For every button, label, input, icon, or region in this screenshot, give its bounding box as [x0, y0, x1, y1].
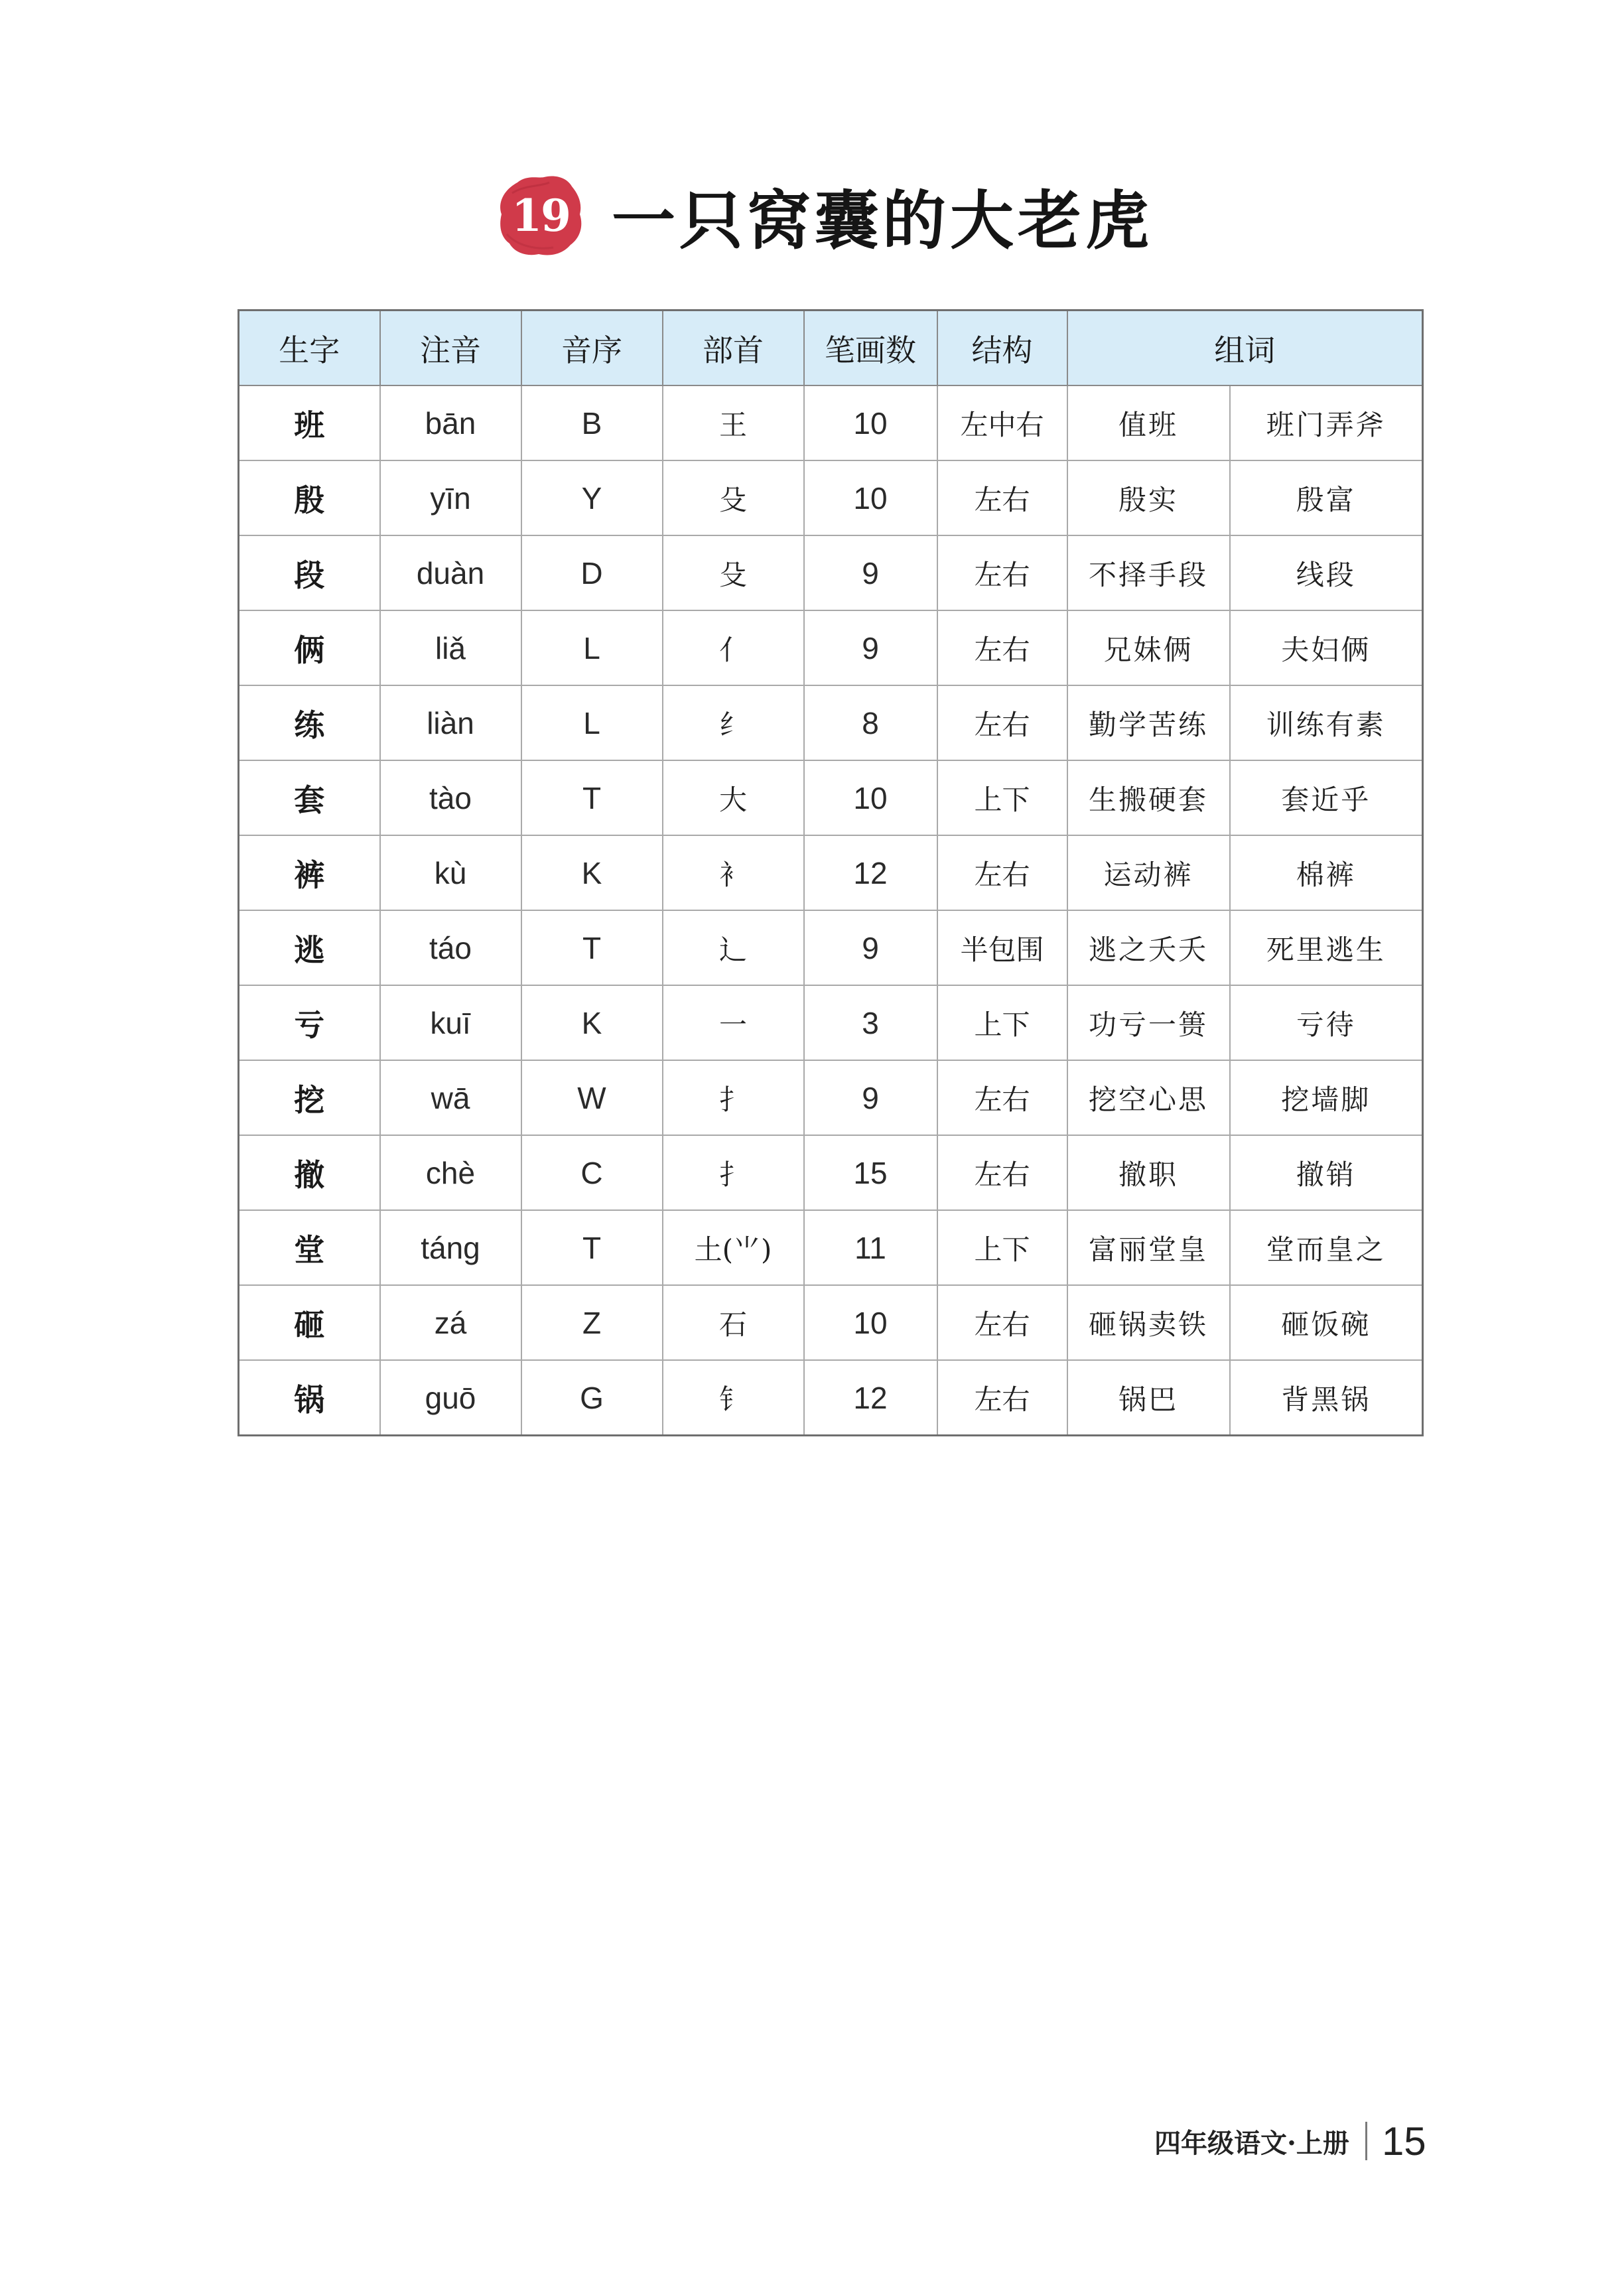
- table-header: [239, 311, 1423, 386]
- radical-cell: 石: [663, 1285, 804, 1360]
- pinyin-cell: kuī: [380, 985, 521, 1060]
- initial-letter-cell: Y: [521, 460, 663, 535]
- radical-cell: 扌: [663, 1135, 804, 1210]
- lesson-number-badge: [498, 173, 584, 258]
- page-number: 15: [1381, 2118, 1426, 2164]
- table-row: [239, 1060, 1423, 1135]
- structure-cell: 上下: [937, 985, 1067, 1060]
- word-cell-1: 运动裤: [1067, 835, 1230, 910]
- word-cell-1: 兄妹俩: [1067, 610, 1230, 685]
- initial-letter-cell: C: [521, 1135, 663, 1210]
- stroke-count-cell: 9: [804, 1060, 937, 1135]
- word-cell-2: 线段: [1230, 535, 1423, 610]
- title-area: [0, 159, 1624, 272]
- word-cell-2: 砸饭碗: [1230, 1285, 1423, 1360]
- word-cell-1: 不择手段: [1067, 535, 1230, 610]
- stroke-count-cell: 15: [804, 1135, 937, 1210]
- pinyin-cell: wā: [380, 1060, 521, 1135]
- pinyin-cell: zá: [380, 1285, 521, 1360]
- character-cell: 班: [239, 385, 380, 460]
- word-cell-2: 套近乎: [1230, 760, 1423, 835]
- table-row: [239, 1210, 1423, 1285]
- character-cell: 撤: [239, 1135, 380, 1210]
- radical-cell: 亻: [663, 610, 804, 685]
- character-cell: 锅: [239, 1360, 380, 1436]
- initial-letter-cell: T: [521, 760, 663, 835]
- pinyin-cell: táo: [380, 910, 521, 985]
- word-cell-2: 背黑锅: [1230, 1360, 1423, 1436]
- radical-cell: 大: [663, 760, 804, 835]
- initial-letter-cell: Z: [521, 1285, 663, 1360]
- stroke-count-cell: 10: [804, 760, 937, 835]
- character-cell: 裤: [239, 835, 380, 910]
- word-cell-2: 夫妇俩: [1230, 610, 1423, 685]
- word-cell-1: 砸锅卖铁: [1067, 1285, 1230, 1360]
- header-row: [239, 311, 1423, 386]
- character-cell: 段: [239, 535, 380, 610]
- word-cell-1: 撤职: [1067, 1135, 1230, 1210]
- radical-cell: 钅: [663, 1360, 804, 1436]
- radical-cell: 一: [663, 985, 804, 1060]
- pinyin-cell: liàn: [380, 685, 521, 760]
- pinyin-cell: guō: [380, 1360, 521, 1436]
- pinyin-cell: tào: [380, 760, 521, 835]
- lesson-number: 19: [511, 190, 570, 242]
- col-header-structure: 结构: [937, 311, 1067, 386]
- structure-cell: 左右: [937, 835, 1067, 910]
- structure-cell: 左右: [937, 535, 1067, 610]
- stroke-count-cell: 12: [804, 1360, 937, 1436]
- structure-cell: 左右: [937, 1060, 1067, 1135]
- book-title: 四年级语文·上册: [1154, 2127, 1349, 2159]
- character-cell: 套: [239, 760, 380, 835]
- initial-letter-cell: W: [521, 1060, 663, 1135]
- table-row: [239, 1360, 1423, 1436]
- table-row: [239, 460, 1423, 535]
- word-cell-1: 挖空心思: [1067, 1060, 1230, 1135]
- initial-letter-cell: G: [521, 1360, 663, 1436]
- lesson-title: 一只窝囊的大老虎: [612, 182, 1153, 258]
- pinyin-cell: kù: [380, 835, 521, 910]
- table-row: [239, 835, 1423, 910]
- radical-cell: 扌: [663, 1060, 804, 1135]
- col-header-strokes: 笔画数: [804, 311, 937, 386]
- stroke-count-cell: 9: [804, 910, 937, 985]
- initial-letter-cell: K: [521, 835, 663, 910]
- radical-cell: 殳: [663, 460, 804, 535]
- structure-cell: 半包围: [937, 910, 1067, 985]
- word-cell-2: 撤销: [1230, 1135, 1423, 1210]
- word-cell-1: 功亏一篑: [1067, 985, 1230, 1060]
- table-row: [239, 1135, 1423, 1210]
- word-cell-1: 逃之夭夭: [1067, 910, 1230, 985]
- word-cell-1: 殷实: [1067, 460, 1230, 535]
- stroke-count-cell: 8: [804, 685, 937, 760]
- pinyin-cell: liǎ: [380, 610, 521, 685]
- word-cell-2: 殷富: [1230, 460, 1423, 535]
- character-cell: 练: [239, 685, 380, 760]
- character-cell: 俩: [239, 610, 380, 685]
- page-footer: [1154, 2118, 1426, 2164]
- radical-cell: 土(⺌): [663, 1210, 804, 1285]
- stroke-count-cell: 12: [804, 835, 937, 910]
- initial-letter-cell: B: [521, 385, 663, 460]
- initial-letter-cell: D: [521, 535, 663, 610]
- character-cell: 逃: [239, 910, 380, 985]
- stroke-count-cell: 3: [804, 985, 937, 1060]
- table-row: [239, 685, 1423, 760]
- pinyin-cell: chè: [380, 1135, 521, 1210]
- footer-divider: [1365, 2122, 1367, 2160]
- pinyin-cell: duàn: [380, 535, 521, 610]
- word-cell-2: 堂而皇之: [1230, 1210, 1423, 1285]
- col-header-character: 生字: [239, 311, 380, 386]
- structure-cell: 左中右: [937, 385, 1067, 460]
- character-cell: 殷: [239, 460, 380, 535]
- table-row: [239, 610, 1423, 685]
- word-cell-2: 班门弄斧: [1230, 385, 1423, 460]
- word-cell-1: 勤学苦练: [1067, 685, 1230, 760]
- stroke-count-cell: 10: [804, 460, 937, 535]
- character-table: [237, 309, 1424, 1436]
- initial-letter-cell: K: [521, 985, 663, 1060]
- word-cell-1: 锅巴: [1067, 1360, 1230, 1436]
- col-header-words: 组词: [1067, 311, 1423, 386]
- structure-cell: 左右: [937, 1285, 1067, 1360]
- pinyin-cell: bān: [380, 385, 521, 460]
- character-cell: 亏: [239, 985, 380, 1060]
- table-row: [239, 985, 1423, 1060]
- structure-cell: 上下: [937, 1210, 1067, 1285]
- word-cell-1: 富丽堂皇: [1067, 1210, 1230, 1285]
- table-row: [239, 1285, 1423, 1360]
- table-row: [239, 910, 1423, 985]
- stroke-count-cell: 9: [804, 610, 937, 685]
- initial-letter-cell: T: [521, 910, 663, 985]
- initial-letter-cell: L: [521, 685, 663, 760]
- radical-cell: 衤: [663, 835, 804, 910]
- stroke-count-cell: 10: [804, 1285, 937, 1360]
- word-cell-2: 训练有素: [1230, 685, 1423, 760]
- table-row: [239, 535, 1423, 610]
- structure-cell: 左右: [937, 1135, 1067, 1210]
- initial-letter-cell: T: [521, 1210, 663, 1285]
- structure-cell: 左右: [937, 685, 1067, 760]
- word-cell-2: 棉裤: [1230, 835, 1423, 910]
- character-cell: 堂: [239, 1210, 380, 1285]
- col-header-pinyin: 注音: [380, 311, 521, 386]
- word-cell-1: 生搬硬套: [1067, 760, 1230, 835]
- character-cell: 砸: [239, 1285, 380, 1360]
- word-cell-2: 死里逃生: [1230, 910, 1423, 985]
- structure-cell: 左右: [937, 610, 1067, 685]
- stroke-count-cell: 10: [804, 385, 937, 460]
- radical-cell: 王: [663, 385, 804, 460]
- stroke-count-cell: 11: [804, 1210, 937, 1285]
- radical-cell: 殳: [663, 535, 804, 610]
- table-row: [239, 760, 1423, 835]
- word-cell-1: 值班: [1067, 385, 1230, 460]
- col-header-initial: 音序: [521, 311, 663, 386]
- structure-cell: 左右: [937, 460, 1067, 535]
- table-row: [239, 385, 1423, 460]
- radical-cell: 辶: [663, 910, 804, 985]
- initial-letter-cell: L: [521, 610, 663, 685]
- stroke-count-cell: 9: [804, 535, 937, 610]
- character-cell: 挖: [239, 1060, 380, 1135]
- title-row: [498, 171, 1153, 261]
- word-cell-2: 亏待: [1230, 985, 1423, 1060]
- word-cell-2: 挖墙脚: [1230, 1060, 1423, 1135]
- structure-cell: 左右: [937, 1360, 1067, 1436]
- pinyin-cell: yīn: [380, 460, 521, 535]
- radical-cell: 纟: [663, 685, 804, 760]
- table-body: [239, 385, 1423, 1436]
- pinyin-cell: táng: [380, 1210, 521, 1285]
- col-header-radical: 部首: [663, 311, 804, 386]
- structure-cell: 上下: [937, 760, 1067, 835]
